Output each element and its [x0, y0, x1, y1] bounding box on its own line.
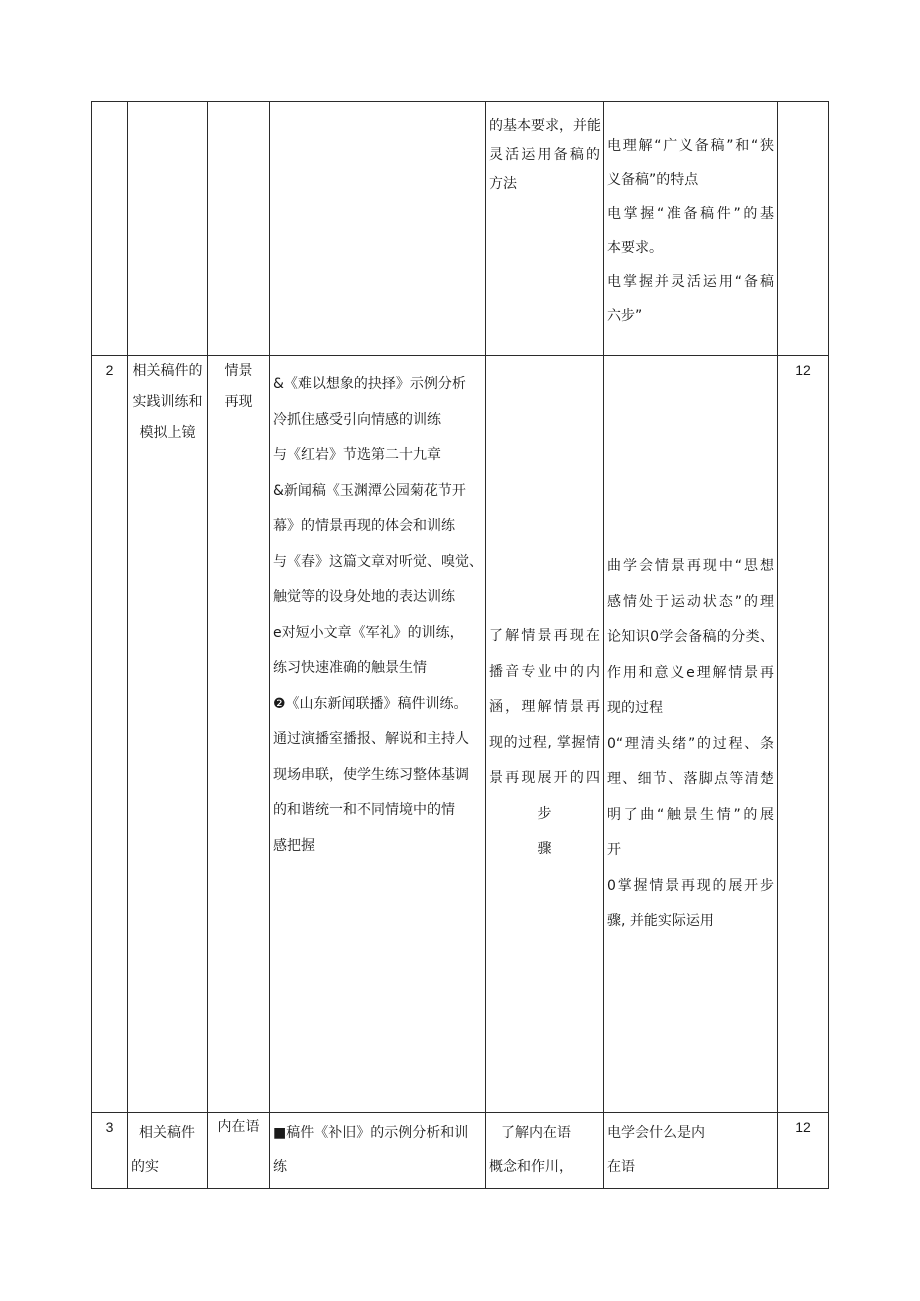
knowledge-line: 现的过程 [607, 700, 663, 716]
content-line: 练习快速准确的触景生情 [273, 660, 427, 676]
content-line: 通过演播室播报、解说和主持人 [273, 731, 469, 747]
course-outline-table [91, 101, 829, 1189]
knowledge-line: 电掌握“准备稿件”的基 [607, 206, 774, 222]
content-line: 与《红岩》节选第二十九章 [273, 447, 441, 463]
knowledge-line: 开 [607, 842, 621, 858]
content-cell [270, 1113, 486, 1189]
content-line: &《难以想象的抉择》示例分析 [273, 376, 466, 392]
content-line: 现场串联，使学生练习整体基调 [273, 766, 469, 783]
table-row [92, 1113, 829, 1189]
content-line: 幕》的情景再现的体会和训练 [273, 518, 455, 534]
project-cell [128, 102, 208, 356]
hours-value: 12 [795, 1119, 811, 1135]
project-line: 的实 [131, 1159, 159, 1175]
knowledge-line: 0“理清头绪”的过程、条 [607, 735, 774, 752]
module-line: 情景 [224, 363, 253, 379]
ability-line: 灵活运用备稿的 [489, 147, 600, 163]
content-line: ■稿件《补旧》的示例分析和训 [273, 1125, 469, 1141]
content-line: 感把握 [273, 837, 315, 854]
ability-line: 骤 [537, 841, 552, 857]
knowledge-line: 感情处于运动状态”的理 [607, 593, 774, 610]
project-line: 相关稿件的 [132, 363, 203, 379]
ability-line: 涵，理解情景再 [489, 699, 600, 715]
knowledge-line: 电掌握并灵活运用“备稿 [607, 274, 774, 290]
hours-cell [778, 356, 829, 1113]
content-line: 练 [273, 1159, 287, 1175]
knowledge-cell [604, 1113, 778, 1189]
content-line: 冷抓住感受引向情感的训练 [273, 411, 441, 428]
row-index: 3 [105, 1119, 114, 1135]
knowledge-line: 曲学会情景再现中“思想 [607, 558, 774, 574]
index-cell [92, 102, 128, 356]
hours-cell [778, 102, 829, 356]
project-line: 模拟上镜 [139, 425, 196, 441]
module-line: 再现 [224, 394, 253, 410]
project-cell [128, 356, 208, 1113]
project-cell [128, 1113, 208, 1189]
knowledge-line: 论知识0学会备稿的分类、 [607, 629, 774, 645]
ability-line: 了解内在语 [501, 1125, 571, 1141]
hours-value: 12 [795, 362, 811, 378]
ability-cell [486, 102, 604, 356]
ability-cell [486, 356, 604, 1113]
module-cell [208, 1113, 270, 1189]
content-line: 与《春》这篇文章对听觉、嗅觉、 [273, 553, 483, 570]
knowledge-line: 理、细节、落脚点等清楚 [607, 771, 774, 787]
content-line: &新闻稿《玉渊潭公园菊花节开 [273, 482, 466, 499]
knowledge-cell [604, 102, 778, 356]
knowledge-line: 六步” [607, 308, 643, 324]
content-line: 的和谐统一和不同情境中的情 [273, 802, 455, 818]
index-cell [92, 1113, 128, 1189]
module-cell [208, 356, 270, 1113]
ability-line: 现的过程, 掌握情 [489, 734, 600, 751]
index-cell [92, 356, 128, 1113]
project-line: 实践训练和 [132, 394, 203, 410]
ability-line: 了解情景再现在 [489, 628, 600, 644]
project-line: 相关稿件 [139, 1125, 195, 1141]
table-row [92, 102, 829, 356]
knowledge-line: 作用和意义e理解情景再 [607, 664, 774, 681]
ability-cell [486, 1113, 604, 1189]
knowledge-line: 电理解“广义备稿”和“狭 [607, 138, 774, 154]
table-row [92, 356, 829, 1113]
knowledge-line: 义备稿”的特点 [607, 172, 699, 188]
content-cell [270, 356, 486, 1113]
knowledge-line: 明了曲“触景生情”的展 [607, 806, 774, 823]
row-index: 2 [105, 362, 114, 378]
module-cell [208, 102, 270, 356]
knowledge-cell [604, 356, 778, 1113]
knowledge-line: 骤, 并能实际运用 [607, 913, 714, 929]
content-line: 触觉等的设身处地的表达训练 [273, 589, 455, 605]
ability-line: 方法 [489, 176, 517, 192]
ability-line: 步 [537, 805, 552, 822]
ability-line: 播音专业中的内 [489, 663, 600, 680]
module-line: 内在语 [217, 1119, 260, 1135]
knowledge-line: 本要求。 [607, 240, 663, 256]
knowledge-line: 0掌握情景再现的展开步 [607, 877, 774, 894]
knowledge-line: 电学会什么是内 [607, 1125, 705, 1141]
ability-line: 的基本要求，并能 [489, 118, 601, 134]
content-line: ❷《山东新闻联播》稿件训练。 [273, 695, 468, 712]
content-cell [270, 102, 486, 356]
ability-line: 概念和作川， [489, 1159, 573, 1175]
ability-line: 景再现展开的四 [489, 770, 600, 786]
content-line: e对短小文章《军礼》的训练， [273, 624, 464, 641]
knowledge-line: 在语 [607, 1159, 635, 1175]
hours-cell [778, 1113, 829, 1189]
